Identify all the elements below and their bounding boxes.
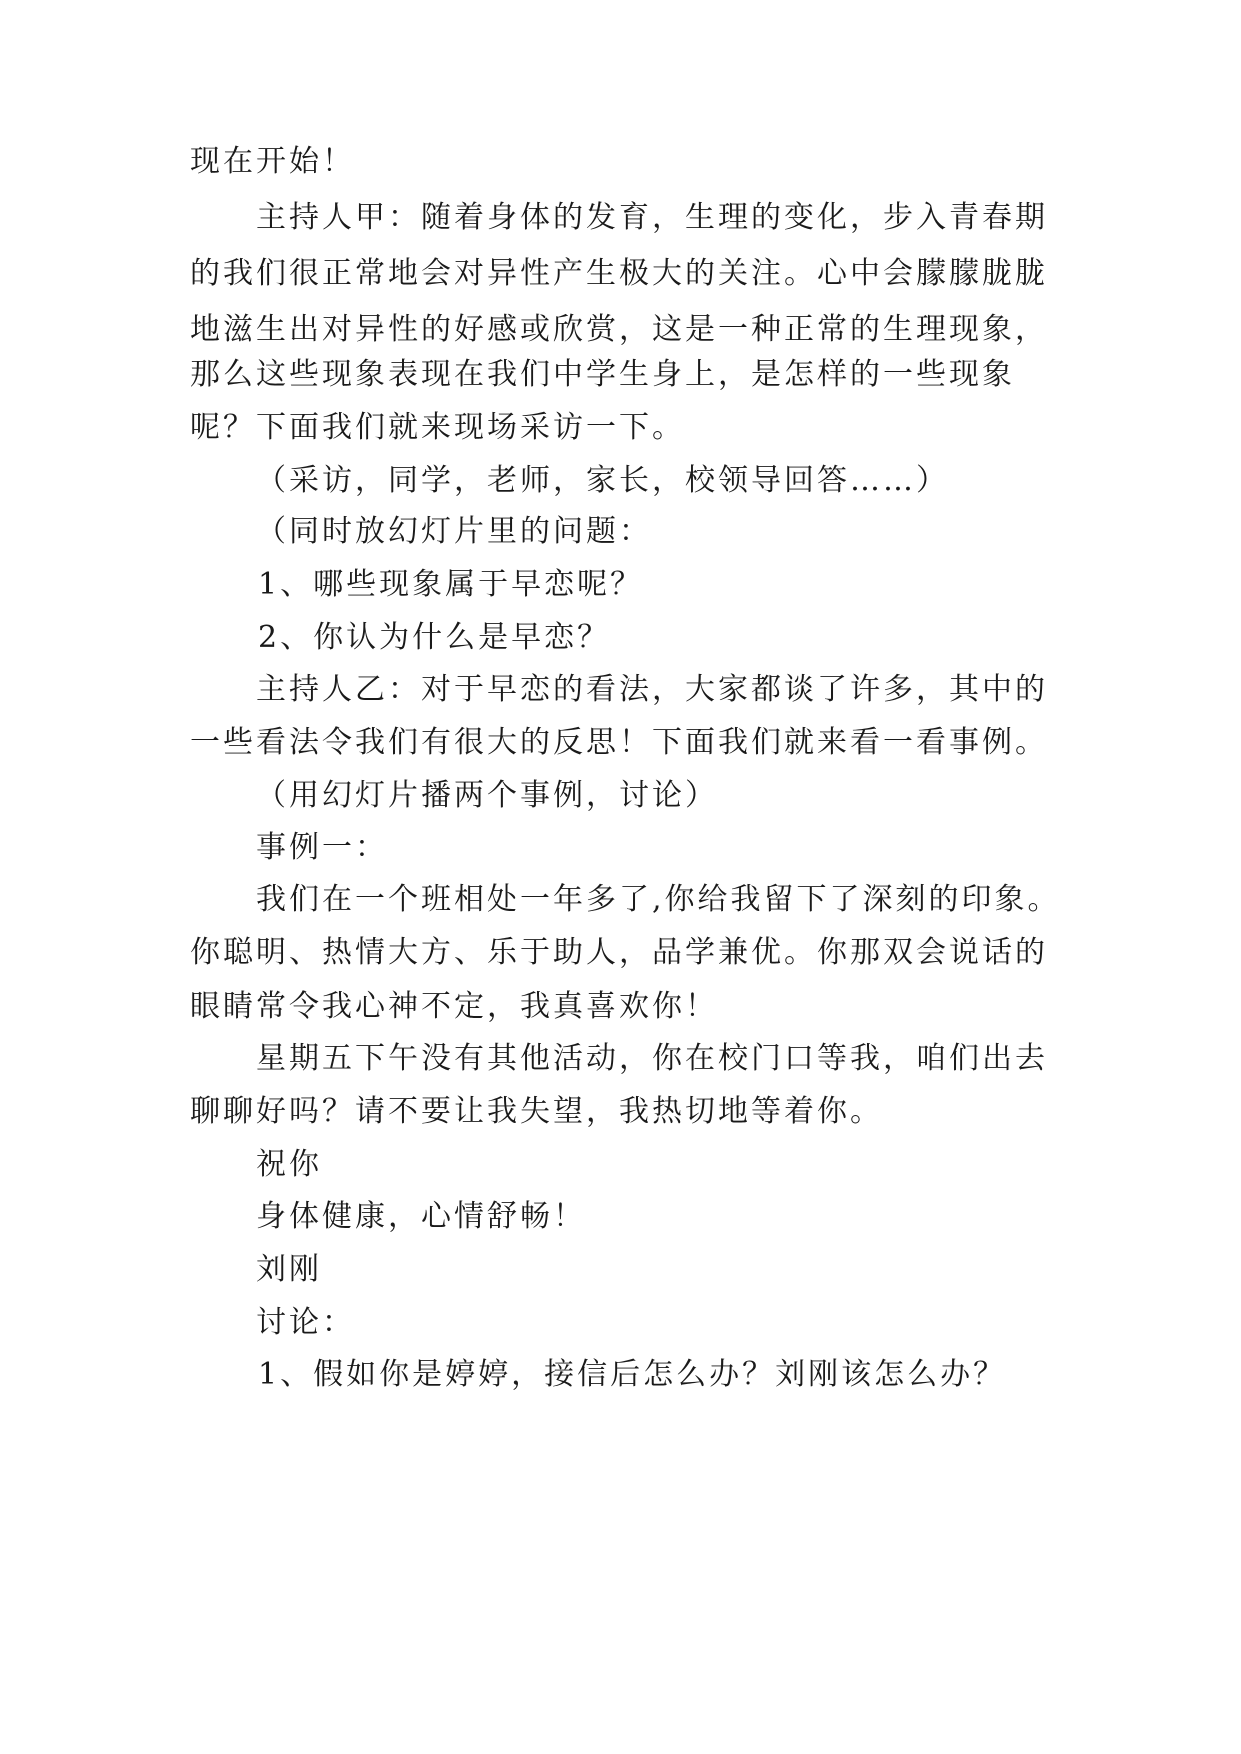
text-line: 地滋生出对异性的好感或欣赏，这是一种正常的生理现象， — [190, 312, 1048, 347]
text-line: 我们在一个班相处一年多了,你给我留下了深刻的印象。 — [256, 882, 1061, 917]
text-line: （用幻灯片播两个事例，讨论） — [256, 778, 718, 813]
text-line: 一些看法令我们有很大的反思！下面我们就来看一看事例。 — [190, 725, 1048, 760]
text-line: 2、你认为什么是早恋？ — [258, 620, 611, 655]
text-line: 你聪明、热情大方、乐于助人，品学兼优。你那双会说话的 — [190, 935, 1048, 970]
text-line: 1、哪些现象属于早恋呢？ — [258, 567, 644, 602]
text-line: 刘刚 — [256, 1252, 322, 1287]
text-line: 1、假如你是婷婷，接信后怎么办？刘刚该怎么办？ — [258, 1357, 1007, 1392]
text-line: （采访，同学，老师，家长，校领导回答……） — [256, 463, 949, 498]
text-line: 身体健康，心情舒畅！ — [256, 1199, 586, 1234]
text-line: 事例一： — [256, 830, 388, 865]
text-line: 聊聊好吗？请不要让我失望，我热切地等着你。 — [190, 1094, 883, 1129]
text-line: 讨论： — [256, 1305, 355, 1340]
text-line: 的我们很正常地会对异性产生极大的关注。心中会朦朦胧胧 — [190, 256, 1048, 291]
text-line: 祝你 — [256, 1147, 322, 1182]
text-line: 现在开始！ — [190, 144, 355, 179]
text-line: 那么这些现象表现在我们中学生身上，是怎样的一些现象 — [190, 357, 1015, 392]
text-line: （同时放幻灯片里的问题： — [256, 514, 652, 549]
text-line: 星期五下午没有其他活动，你在校门口等我，咱们出去 — [256, 1041, 1048, 1076]
text-line: 眼睛常令我心神不定，我真喜欢你！ — [190, 989, 718, 1024]
text-line: 主持人甲：随着身体的发育，生理的变化，步入青春期 — [256, 200, 1048, 235]
text-line: 呢？下面我们就来现场采访一下。 — [190, 410, 685, 445]
text-line: 主持人乙：对于早恋的看法，大家都谈了许多，其中的 — [256, 672, 1048, 707]
